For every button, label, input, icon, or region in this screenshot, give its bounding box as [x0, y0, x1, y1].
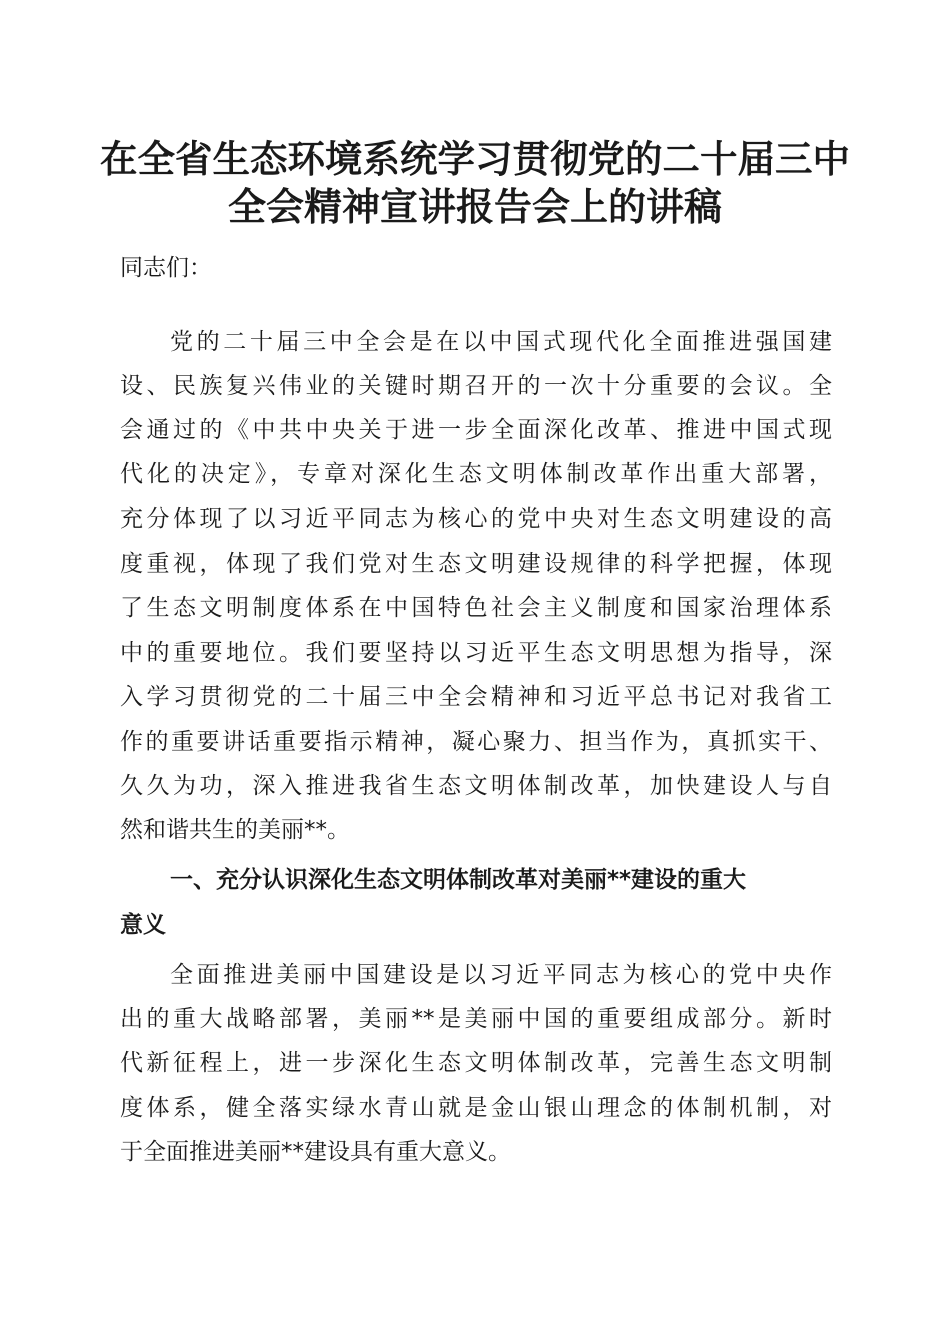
paragraph-1-line: 代化的决定》，专章对深化生态文明体制改革作出重大部署， [120, 461, 832, 487]
paragraph-1-line: 作的重要讲话重要指示精神，凝心聚力、担当作为，真抓实干、 [120, 729, 832, 755]
paragraph-1-line: 中的重要地位。我们要坚持以习近平生态文明思想为指导，深 [120, 640, 832, 666]
salutation: 同志们： [120, 255, 212, 281]
document-title-line-2: 全会精神宣讲报告会上的讲稿 [227, 184, 722, 229]
paragraph-2-line: 出的重大战略部署，美丽**是美丽中国的重要组成部分。新时 [120, 1006, 832, 1032]
document-title-line-1: 在全省生态环境系统学习贯彻党的二十届三中 [100, 137, 850, 181]
paragraph-1-line: 设、民族复兴伟业的关键时期召开的一次十分重要的会议。全 [120, 373, 832, 399]
section-heading-1-line: 意义 [120, 912, 166, 938]
paragraph-1-line: 党的二十届三中全会是在以中国式现代化全面推进强国建 [170, 329, 832, 355]
paragraph-1-line: 久久为功，深入推进我省生态文明体制改革，加快建设人与自 [120, 773, 832, 799]
paragraph-2-line: 于全面推进美丽**建设具有重大意义。 [120, 1139, 511, 1165]
section-heading-1-line: 一、充分认识深化生态文明体制改革对美丽**建设的重大 [170, 867, 747, 893]
paragraph-1-line: 然和谐共生的美丽**。 [120, 817, 350, 843]
paragraph-1-line: 充分体现了以习近平同志为核心的党中央对生态文明建设的高 [120, 506, 832, 532]
paragraph-1-line: 会通过的《中共中央关于进一步全面深化改革、推进中国式现 [120, 417, 832, 443]
paragraph-2-line: 度体系，健全落实绿水青山就是金山银山理念的体制机制，对 [120, 1095, 832, 1121]
paragraph-1-line: 度重视，体现了我们党对生态文明建设规律的科学把握，体现 [120, 551, 832, 577]
paragraph-2-line: 全面推进美丽中国建设是以习近平同志为核心的党中央作 [170, 962, 832, 988]
paragraph-1-line: 入学习贯彻党的二十届三中全会精神和习近平总书记对我省工 [120, 684, 832, 710]
paragraph-1-line: 了生态文明制度体系在中国特色社会主义制度和国家治理体系 [120, 595, 832, 621]
paragraph-2-line: 代新征程上，进一步深化生态文明体制改革，完善生态文明制 [120, 1050, 832, 1076]
